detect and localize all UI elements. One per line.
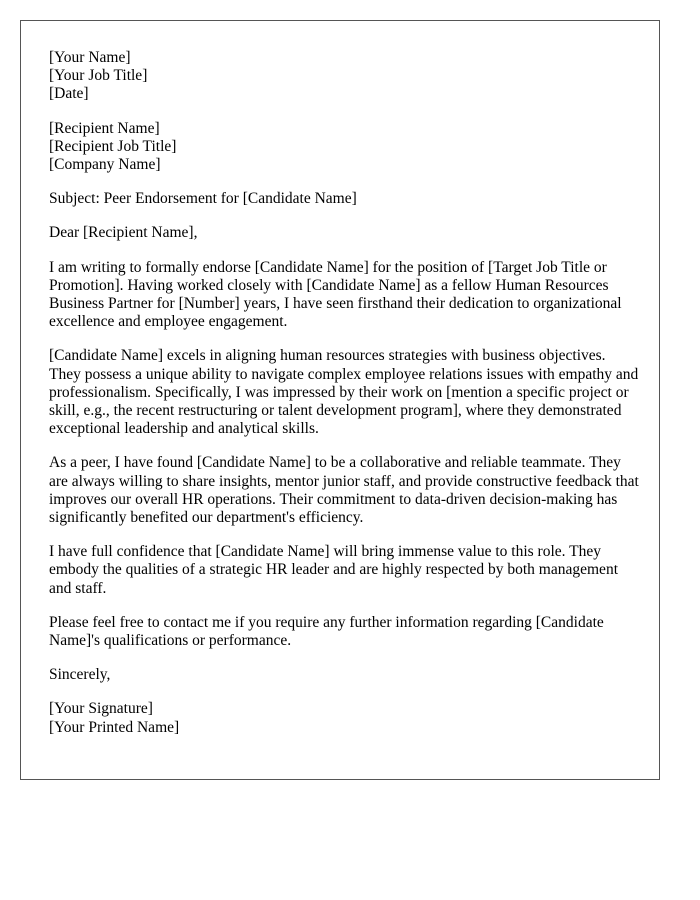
- printed-name: [Your Printed Name]: [49, 718, 180, 736]
- recipient-job-title: [Recipient Job Title]: [49, 137, 177, 155]
- body-paragraph-5: Please feel free to contact me if you require any further information regarding [Candidate Name]'s qualifications or performance.: [49, 613, 604, 650]
- signature-block: [49, 700, 639, 736]
- subject-line: Subject: Peer Endorsement for [Candidate Name]: [49, 190, 357, 208]
- letter-body: [49, 49, 639, 753]
- signature-line: [Your Signature]: [49, 700, 153, 718]
- body-paragraph-3: As a peer, I have found [Candidate Name] to be a collaborative and reliable teammate. They are always willing to share insights, mentor junior staff, and provide constructive feedback that improves our overall HR operations. Their commitment to data-driven decision-making has significantly benefited our department's efficiency.: [49, 454, 639, 527]
- sender-block: [49, 49, 639, 104]
- sender-job-title: [Your Job Title]: [49, 67, 148, 85]
- recipient-block: [49, 120, 639, 175]
- letter-page: [20, 20, 660, 780]
- salutation: Dear [Recipient Name],: [49, 224, 198, 242]
- closing: Sincerely,: [49, 666, 111, 684]
- sender-name: [Your Name]: [49, 49, 131, 66]
- body-paragraph-1: I am writing to formally endorse [Candidate Name] for the position of [Target Job Title or Promotion]. Having worked closely with [Candidate Name] as a fellow Human Resources Business Partner for [Number] years, I have seen firsthand their dedication to organizational excellence and employee engagement.: [49, 258, 622, 331]
- recipient-company: [Company Name]: [49, 156, 161, 174]
- letter-date: [Date]: [49, 85, 89, 103]
- body-paragraph-2: [Candidate Name] excels in aligning human resources strategies with business objectives. They possess a unique ability to navigate complex employee relations issues with empathy and professionalism. Specifically, I was impressed by their work on [mention a specific project or skill, e.g., the recent restructuring or talent development program], where they demonstrated exceptional leadership and analytical skills.: [49, 347, 639, 438]
- recipient-name: [Recipient Name]: [49, 119, 160, 137]
- body-paragraph-4: I have full confidence that [Candidate Name] will bring immense value to this role. They embody the qualities of a strategic HR leader and are highly respected by both management and staff.: [49, 543, 618, 597]
